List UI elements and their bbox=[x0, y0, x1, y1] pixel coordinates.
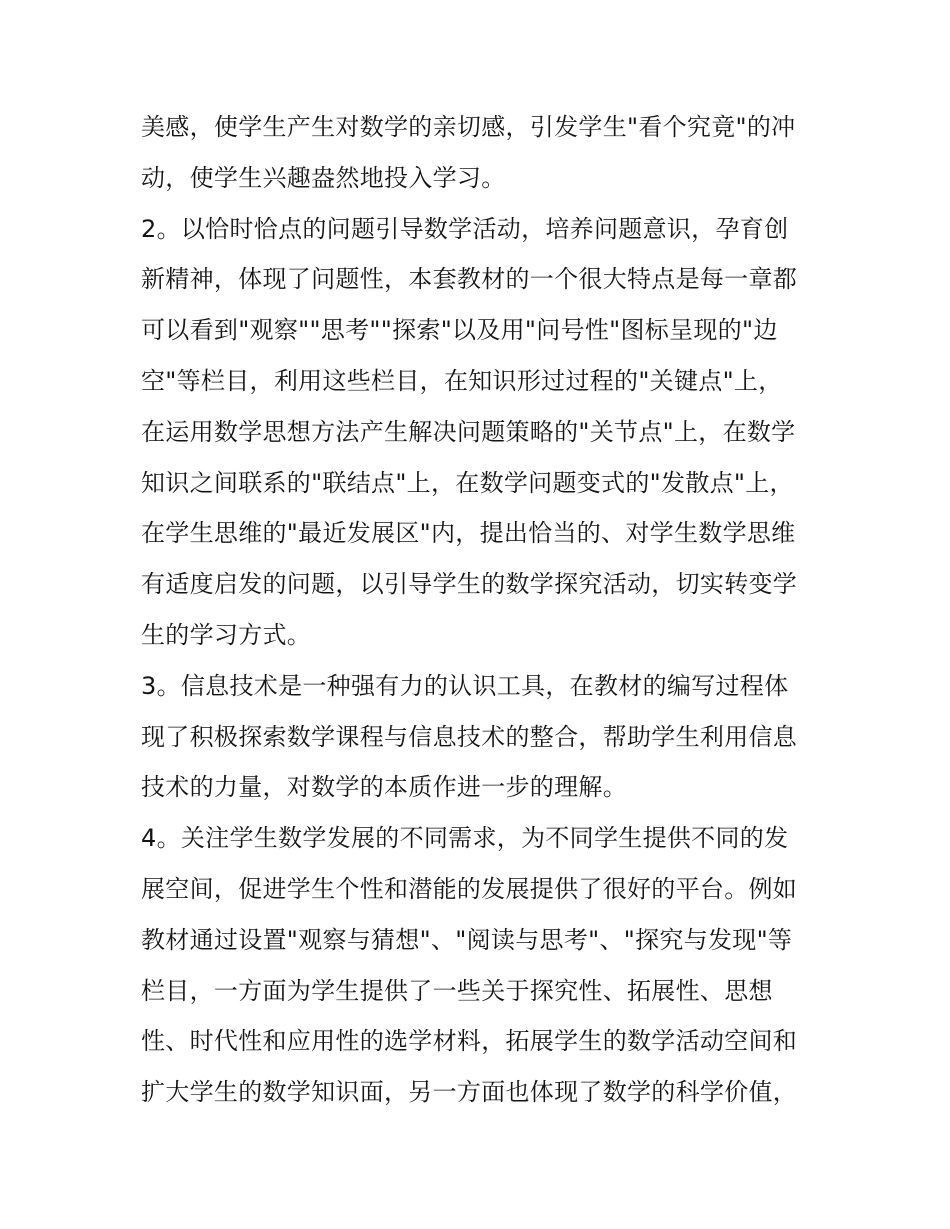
text-line: 动，使学生兴趣盎然地投入学习。 bbox=[141, 163, 506, 192]
text-line: 新精神，体现了问题性，本套教材的一个很大特点是每一章都 bbox=[141, 265, 798, 294]
text-line: 知识之间联系的"联结点"上，在数学问题变式的"发散点"上， bbox=[141, 468, 794, 497]
text-line: 教材通过设置"观察与猜想"、"阅读与思考"、"探究与发现"等 bbox=[141, 925, 793, 954]
text-line: 在学生思维的"最近发展区"内，提出恰当的、对学生数学思维 bbox=[141, 519, 796, 548]
text-line: 有适度启发的问题，以引导学生的数学探究活动，切实转变学 bbox=[141, 570, 798, 599]
text-line: 展空间，促进学生个性和潜能的发展提供了很好的平台。例如 bbox=[141, 874, 798, 903]
text-line: 空"等栏目，利用这些栏目，在知识形过过程的"关键点"上， bbox=[141, 366, 783, 395]
text-line: 栏目，一方面为学生提供了一些关于探究性、拓展性、思想 bbox=[141, 976, 773, 1005]
body-text bbox=[141, 102, 831, 1118]
text-line: 性、时代性和应用性的选学材料，拓展学生的数学活动空间和 bbox=[141, 1027, 798, 1056]
text-line: 可以看到"观察""思考""探索"以及用"问号性"图标呈现的"边 bbox=[141, 316, 778, 345]
text-line: 现了积极探索数学课程与信息技术的整合，帮助学生利用信息 bbox=[141, 722, 798, 751]
text-line: 技术的力量，对数学的本质作进一步的理解。 bbox=[141, 773, 627, 802]
text-line: 4。关注学生数学发展的不同需求，为不同学生提供不同的发 bbox=[141, 824, 789, 853]
text-line: 美感，使学生产生对数学的亲切感，引发学生"看个究竟"的冲 bbox=[141, 113, 796, 141]
text-line: 3。信息技术是一种强有力的认识工具，在教材的编写过程体 bbox=[141, 671, 789, 700]
text-line: 在运用数学思想方法产生解决问题策略的"关节点"上，在数学 bbox=[141, 417, 796, 446]
text-line: 扩大学生的数学知识面，另一方面也体现了数学的科学价值， bbox=[141, 1078, 798, 1107]
text-line: 生的学习方式。 bbox=[141, 620, 312, 649]
text-line: 2。以恰时恰点的问题引导数学活动，培养问题意识，孕育创 bbox=[141, 214, 789, 243]
